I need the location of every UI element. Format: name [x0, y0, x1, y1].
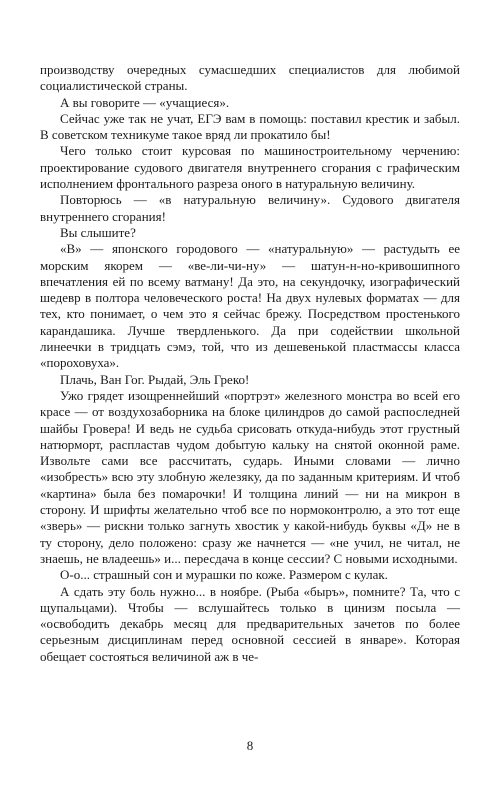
paragraph: производству очередных сумасшедших специалистов для любимой социалистической страны.: [40, 62, 460, 94]
paragraph: Ужо грядет изощреннейший «портрэт» железного монстра во всей его красе — от воздухозаборника на блоке цилиндров до самой распоследней шайбы Гровера! И ведь не судьба срисовать откуда-нибудь этот грустный натюрморт, распластав чудом добытую кальку на снятой оконной раме. Извольте сами все рассчитать, сударь. Иными словами — лично «изобресть» всю эту злобную железяку, да по заданным критериям. И чтоб «картина» была без помарочки! И толщина линий — ни на микрон в сторону. И шрифты желательно чтоб все по нормоконтролю, а это тот еще «зверь» — рискни только загнуть хвостик у какой-нибудь буквы «Д» не в ту сторону, дело положено: сразу же начнется — «не учил, не читал, не знаешь, не владеешь» и... пересдача в конце сессии? С новыми исходными.: [40, 387, 460, 566]
body-text: [40, 62, 460, 665]
paragraph: Плачь, Ван Гог. Рыдай, Эль Греко!: [60, 371, 250, 387]
paragraph: Вы слышите?: [60, 224, 136, 240]
paragraph: А сдать эту боль нужно... в ноябре. (Рыба «быръ», помните? Та, что с щупальцами). Чтобы — вслушайтесь только в цинизм посыла — «освободить декабрь месяц для предварительных зачетов по более серьезным дисциплинам перед основной сессией в январе». Которая обещает состояться величиной аж в че-: [40, 583, 460, 664]
page-number: 8: [246, 738, 254, 753]
paragraph: Чего только стоит курсовая по машиностроительному черчению: проектирование судового двигателя внутреннего сгорания с графическим исполнением фронтального разреза оного в натуральную величину.: [40, 143, 460, 192]
paragraph: Сейчас уже так не учат, ЕГЭ вам в помощь: поставил крестик и забыл. В советском техникуме такое вряд ли прокатило бы!: [40, 110, 460, 143]
paragraph: А вы говорите — «учащиеся».: [60, 94, 230, 110]
paragraph: Повторюсь — «в натуральную величину». Судового двигателя внутреннего сгорания!: [40, 192, 460, 224]
paragraph: О-о... страшный сон и мурашки по коже. Размером с кулак.: [60, 567, 388, 583]
paragraph: «В» — японского городового — «натуральную» — растудыть ее морским якорем — «ве-ли-чи-ну» — шатун-н-но-кривошипного впечатления ей по всему ватману! Да это, на секундочку, изографический шедевр в полтора человеческого роста! На двух нулевых форматах — для тех, кто понимает, о чем это я сейчас брежу. Посредством простенького карандашика. Лучше твердленького. Да при содействии школьной линеечки в тридцать сэмэ, той, что из дешевенькой пластмассы класса «пороховуха».: [40, 241, 460, 371]
